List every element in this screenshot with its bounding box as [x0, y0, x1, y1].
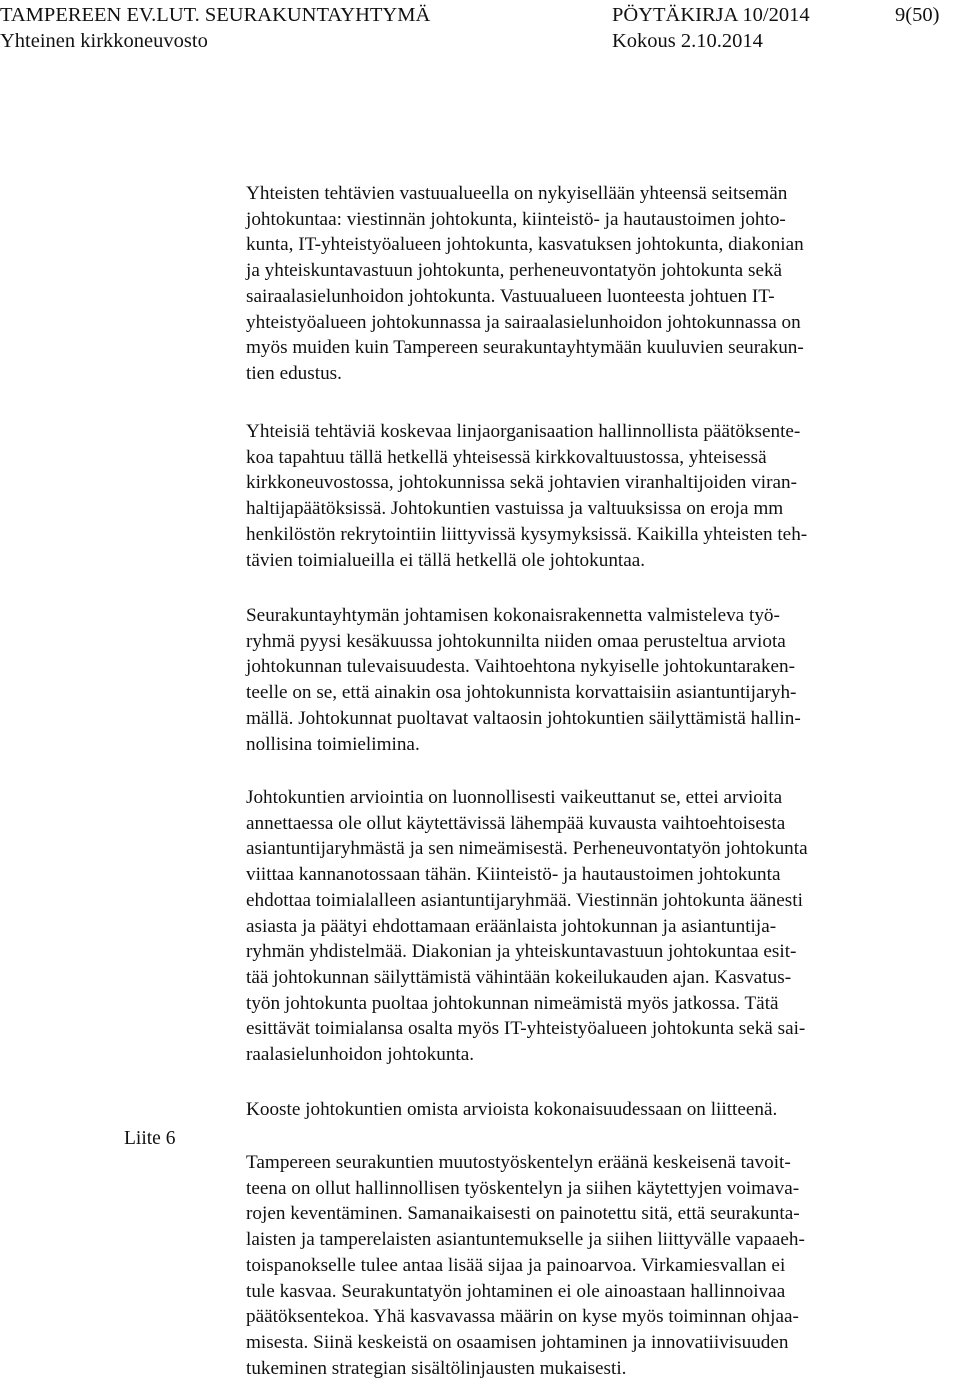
paragraph-3 — [246, 603, 914, 757]
paragraph-5 — [246, 1097, 914, 1123]
text-line: teena on ollut hallinnollisen työskentelyn ja siihen käytettyjen voimava- — [246, 1177, 800, 1199]
text-line: johtokunnan tulevaisuudesta. Vaihtoehtona nykyiselle johtokuntaraken- — [246, 656, 796, 678]
organization-name: TAMPEREEN EV.LUT. SEURAKUNTAYHTYMÄ — [0, 4, 431, 26]
paragraph-text — [246, 1097, 914, 1123]
text-line: ja yhteiskuntavastuun johtokunta, perheneuvontatyön johtokunta sekä — [246, 260, 783, 282]
page-header — [0, 0, 960, 56]
text-line: teelle on se, että ainakin osa johtokunnista korvattaisiin asiantuntijaryh- — [246, 682, 797, 704]
text-line: sairaalasielunhoidon johtokunta. Vastuualueen luonteesta johtuen IT- — [246, 285, 775, 307]
text-line: tien edustus. — [246, 362, 342, 384]
text-line: ryhmän yhdistelmää. Diakonian ja yhteiskuntavastuun johtokuntaa esit- — [246, 941, 797, 963]
text-line: ehdottaa toimialalleen asiantuntijaryhmää. Viestinnän johtokunta äänesti — [246, 889, 803, 911]
text-line: Seurakuntayhtymän johtamisen kokonaisrakennetta valmisteleva työ- — [246, 605, 780, 626]
text-line: nollisina toimielimina. — [246, 733, 420, 755]
paragraph-text — [246, 181, 914, 387]
text-line: asiasta ja päätyi ehdottamaan eräänlaista johtokunnan ja asiantuntija- — [246, 915, 777, 937]
text-line: laisten ja tamperelaisten asiantuntemukselle ja siihen liittyvälle vapaaeh- — [246, 1229, 805, 1251]
text-line: Yhteisiä tehtäviä koskevaa linjaorganisaation hallinnollista päätöksente- — [246, 421, 801, 442]
text-line: ryhmä pyysi kesäkuussa johtokunnilta niiden omaa perusteltua arviota — [246, 630, 786, 652]
text-line: misesta. Siinä keskeistä on osaamisen johtaminen ja innovatiivisuuden — [246, 1331, 789, 1353]
text-line: Kooste johtokuntien omista arvioista kokonaisuudessaan on liitteenä. — [246, 1099, 778, 1120]
paragraph-text — [246, 419, 914, 573]
text-line: Tampereen seurakuntien muutostyöskentelyn eräänä keskeisenä tavoit- — [246, 1152, 791, 1173]
text-line: henkilöstön rekrytointiin liittyvissä kysymyksissä. Kaikilla yhteisten teh- — [246, 523, 808, 545]
meeting-date: Kokous 2.10.2014 — [612, 30, 763, 52]
text-line: raalasielunhoidon johtokunta. — [246, 1044, 475, 1066]
paragraph-text — [246, 603, 914, 757]
text-line: päätöksentekoa. Yhä kasvavassa määrin on kyse myös toiminnan ohjaa- — [246, 1306, 799, 1328]
paragraph-text — [246, 1150, 914, 1381]
governing-body: Yhteinen kirkkoneuvosto — [0, 30, 208, 52]
page-number: 9(50) — [895, 4, 940, 26]
text-line: tää johtokunnan säilyttämistä vähintään kokeilukauden ajan. Kasvatus- — [246, 966, 792, 988]
paragraph-6 — [246, 1150, 914, 1381]
text-line: mällä. Johtokunnat puoltavat valtaosin johtokuntien säilyttämistä hallin- — [246, 707, 801, 729]
text-line: kirkkoneuvostossa, johtokunnissa sekä johtavien viranhaltijoiden viran- — [246, 472, 798, 494]
text-line: yhteistyöalueen johtokunnassa ja sairaalasielunhoidon johtokunnassa on — [246, 311, 801, 333]
text-line: tukeminen strategian sisältölinjausten mukaisesti. — [246, 1357, 627, 1379]
text-line: Johtokuntien arviointia on luonnollisesti vaikeuttanut se, ettei arvioita — [246, 787, 783, 808]
text-line: toispanokselle tulee antaa lisää sijaa ja painoarvoa. Virkamiesvallan ei — [246, 1254, 786, 1276]
text-line: haltijapäätöksissä. Johtokuntien vastuissa ja valtuuksissa on eroja mm — [246, 498, 784, 520]
text-line: työn johtokunta puoltaa johtokunnan nimeämistä myös jatkossa. Tätä — [246, 992, 779, 1014]
attachment-reference: Liite 6 — [124, 1128, 176, 1149]
text-line: Yhteisten tehtävien vastuualueella on nykyisellään yhteensä seitsemän — [246, 183, 788, 204]
text-line: asiantuntijaryhmästä ja sen nimeämisestä. Perheneuvontatyön johtokunta — [246, 838, 808, 860]
document-title: PÖYTÄKIRJA 10/2014 — [612, 4, 810, 26]
text-line: tävien toimialueilla ei tällä hetkellä ole johtokuntaa. — [246, 549, 646, 571]
paragraph-text — [246, 785, 914, 1068]
text-line: kunta, IT-yhteistyöalueen johtokunta, kasvatuksen johtokunta, diakonian — [246, 234, 804, 256]
paragraph-4 — [246, 785, 914, 1068]
text-line: esittävät toimialansa osalta myös IT-yhteistyöalueen johtokunta sekä sai- — [246, 1018, 806, 1040]
text-line: viittaa kannanotossaan tähän. Kiinteistö- ja hautaustoimen johtokunta — [246, 864, 781, 886]
text-line: myös muiden kuin Tampereen seurakuntayhtymään kuuluvien seurakun- — [246, 337, 804, 359]
paragraph-1 — [246, 181, 914, 387]
text-line: koa tapahtuu tällä hetkellä yhteisessä kirkkovaltuustossa, yhteisessä — [246, 446, 767, 468]
text-line: rojen keventäminen. Samanaikaisesti on painotettu sitä, että seurakunta- — [246, 1203, 800, 1225]
text-line: johtokuntaa: viestinnän johtokunta, kiinteistö- ja hautaustoimen johto- — [246, 208, 786, 230]
text-line: annettaessa ole ollut käytettävissä lähempää kuvausta vaihtoehtoisesta — [246, 812, 786, 834]
text-line: tule kasvaa. Seurakuntatyön johtaminen ei ole ainoastaan hallinnoivaa — [246, 1280, 786, 1302]
paragraph-2 — [246, 419, 914, 573]
